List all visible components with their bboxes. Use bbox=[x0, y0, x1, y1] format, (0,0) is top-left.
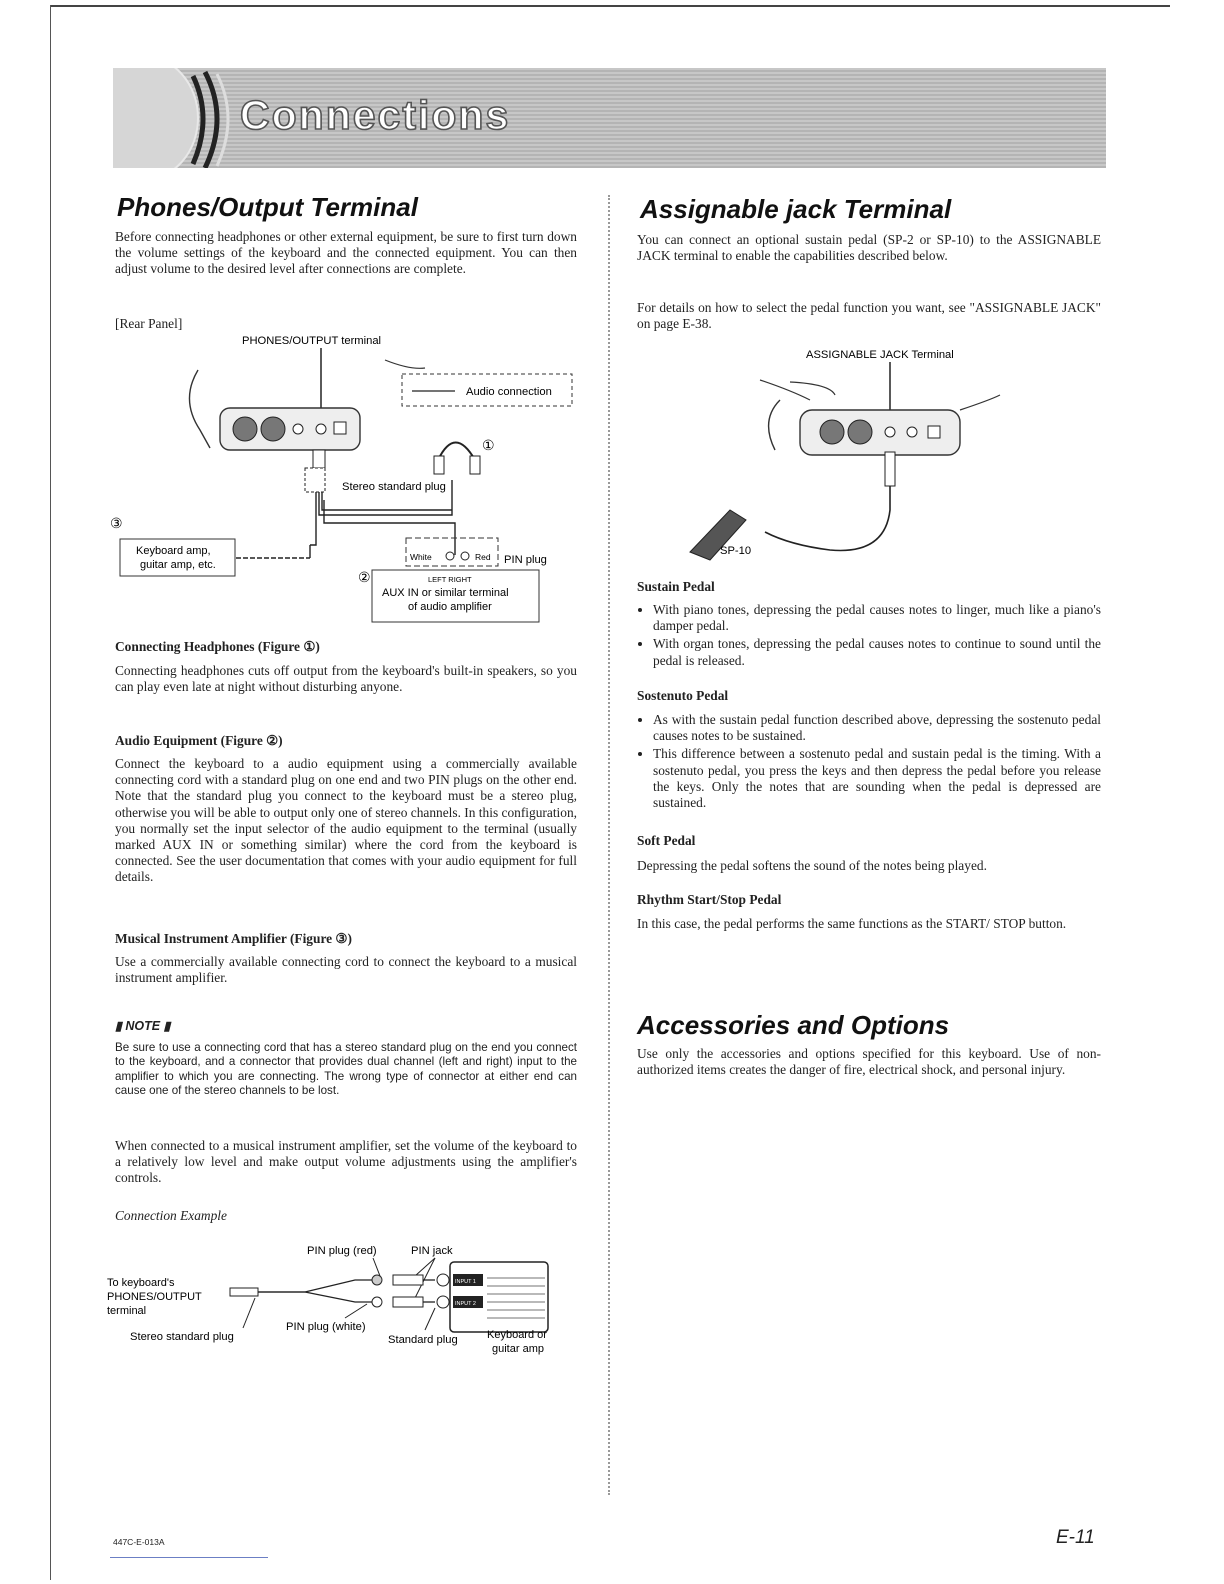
column-divider bbox=[608, 195, 610, 1495]
amplifier-heading: Musical Instrument Amplifier (Figure ③) bbox=[115, 931, 352, 946]
headphones-heading: Connecting Headphones (Figure ①) bbox=[115, 639, 320, 654]
aux-in-label-1: AUX IN or similar terminal bbox=[382, 587, 509, 599]
stereo-plug-label-2: Stereo standard plug bbox=[130, 1331, 234, 1343]
to-keyboard-label-1: To keyboard's bbox=[107, 1277, 175, 1289]
page-number: E-11 bbox=[1056, 1527, 1095, 1548]
aux-in-label-2: of audio amplifier bbox=[408, 601, 492, 613]
sostenuto-list bbox=[637, 712, 1101, 813]
audio-equipment-text: Connect the keyboard to a audio equipment using a commercially available connecting cord with a standard plug on one end and two PIN plugs on the other end. Note that the standard plug you connect to the keyboard must be a stereo plug, otherwise you will be able to output only one of stereo channels. In this configuration, you normally set the input selector of the audio equipment to the terminal (usually marked AUX IN or something similar) where the cord from the keyboard is connected. See the user documentation that comes with your audio equipment for full details. bbox=[115, 756, 577, 885]
pin-jack-label: PIN jack bbox=[411, 1245, 453, 1257]
headphones-text: Connecting headphones cuts off output from the keyboard's built-in speakers, so you can play even late at night without disturbing anyone. bbox=[115, 663, 577, 695]
speaker-graphic bbox=[113, 68, 253, 168]
amplifier-text: Use a commercially available connecting cord to connect the keyboard to a musical instrument amplifier. bbox=[115, 954, 577, 986]
assignable-details-text: For details on how to select the pedal function you want, see "ASSIGNABLE JACK" on page E-38. bbox=[637, 300, 1101, 332]
accessories-text: Use only the accessories and options specified for this keyboard. Use of non-authorized items creates the danger of fire, electrical shock, and personal injury. bbox=[637, 1046, 1101, 1078]
volume-text: When connected to a musical instrument amplifier, set the volume of the keyboard to a relatively low level and make output volume adjustments using the amplifier's controls. bbox=[115, 1138, 577, 1186]
rear-panel-label: [Rear Panel] bbox=[115, 316, 183, 331]
marker-1: ① bbox=[482, 437, 495, 453]
sostenuto-item: • As with the sustain pedal function described above, depressing the sostenuto pedal causes notes to be sustained. bbox=[653, 712, 1101, 744]
keyboard-amp-label-3: Keyboard or bbox=[487, 1329, 547, 1341]
soft-pedal-heading: Soft Pedal bbox=[637, 833, 696, 848]
assignable-intro-text: You can connect an optional sustain pedal (SP-2 or SP-10) to the ASSIGNABLE JACK terminal to enable the capabilities described below. bbox=[637, 232, 1101, 264]
connection-example-figure bbox=[105, 1238, 585, 1368]
assignable-jack-heading: Assignable jack Terminal bbox=[640, 194, 952, 224]
pin-plug-label: PIN plug bbox=[504, 554, 547, 566]
marker-3: ③ bbox=[110, 515, 123, 531]
note-text: Be sure to use a connecting cord that has a stereo standard plug on the end you connect to the keyboard, and a connector that provides dual channel (left and right) input to the amplifier to which you are connecting. The wrong type of connector at either end can cause one of the stereo channels to be lost. bbox=[115, 1041, 577, 1098]
input-1-label: INPUT 1 bbox=[455, 1279, 476, 1285]
left-right-label: LEFT RIGHT bbox=[428, 575, 472, 584]
document-code: 447C-E-013A bbox=[113, 1537, 165, 1547]
marker-2: ② bbox=[358, 569, 371, 585]
page-border-left bbox=[50, 5, 51, 1580]
phones-intro-text: Before connecting headphones or other external equipment, be sure to first turn down the volume settings of the keyboard and the connected equipment. You can then adjust volume to the desired level after connections are complete. bbox=[115, 229, 577, 277]
phones-output-heading: Phones/Output Terminal bbox=[117, 192, 418, 222]
sp10-label: SP-10 bbox=[720, 545, 752, 557]
section-banner bbox=[113, 68, 1106, 168]
stereo-plug-label: Stereo standard plug bbox=[342, 481, 446, 493]
standard-plug-label: Standard plug bbox=[388, 1334, 458, 1346]
keyboard-amp-label-4: guitar amp bbox=[492, 1343, 544, 1355]
to-keyboard-label-3: terminal bbox=[107, 1305, 147, 1317]
pin-plug-red-label: PIN plug (red) bbox=[307, 1245, 377, 1257]
assignable-jack-figure bbox=[660, 340, 1080, 570]
assignable-jack-label: ASSIGNABLE JACK Terminal bbox=[806, 349, 954, 361]
audio-connection-label: Audio connection bbox=[466, 386, 552, 398]
input-2-label: INPUT 2 bbox=[455, 1301, 476, 1307]
red-label: Red bbox=[475, 552, 491, 562]
sostenuto-item: • This difference between a sostenuto pedal and sustain pedal is the timing. With a sostenuto pedal, you press the keys and then depress the pedal before you release the keys. Only the notes that are sounding when the pedal is depressed are sustained. bbox=[653, 746, 1101, 811]
phones-connection-figure bbox=[110, 330, 590, 630]
white-label: White bbox=[410, 552, 432, 562]
connection-example-heading: Connection Example bbox=[115, 1208, 227, 1223]
to-keyboard-label-2: PHONES/OUTPUT bbox=[107, 1291, 202, 1303]
rhythm-pedal-text: In this case, the pedal performs the same functions as the START/ STOP button. bbox=[637, 916, 1067, 931]
keyboard-amp-label-1: Keyboard amp, bbox=[136, 545, 211, 557]
sustain-list bbox=[637, 602, 1101, 671]
note-heading: ▮ NOTE ▮ bbox=[115, 1019, 171, 1033]
terminal-label: PHONES/OUTPUT terminal bbox=[242, 335, 382, 347]
soft-pedal-text: Depressing the pedal softens the sound of the notes being played. bbox=[637, 858, 987, 873]
accessories-heading: Accessories and Options bbox=[637, 1010, 950, 1040]
pin-plug-white-label: PIN plug (white) bbox=[286, 1321, 366, 1333]
rhythm-pedal-heading: Rhythm Start/Stop Pedal bbox=[637, 892, 782, 907]
audio-equipment-heading: Audio Equipment (Figure ②) bbox=[115, 733, 283, 748]
sostenuto-heading: Sostenuto Pedal bbox=[637, 688, 729, 703]
sustain-item: • With piano tones, depressing the pedal causes notes to linger, much like a piano's damper pedal. bbox=[653, 602, 1101, 634]
sustain-item: • With organ tones, depressing the pedal causes notes to continue to sound until the pedal is released. bbox=[653, 636, 1101, 668]
page-title: Connections bbox=[240, 92, 511, 138]
keyboard-amp-label-2: guitar amp, etc. bbox=[140, 559, 216, 571]
footer-rule bbox=[110, 1557, 268, 1558]
sustain-heading: Sustain Pedal bbox=[637, 579, 715, 594]
page-border-top bbox=[50, 5, 1170, 7]
